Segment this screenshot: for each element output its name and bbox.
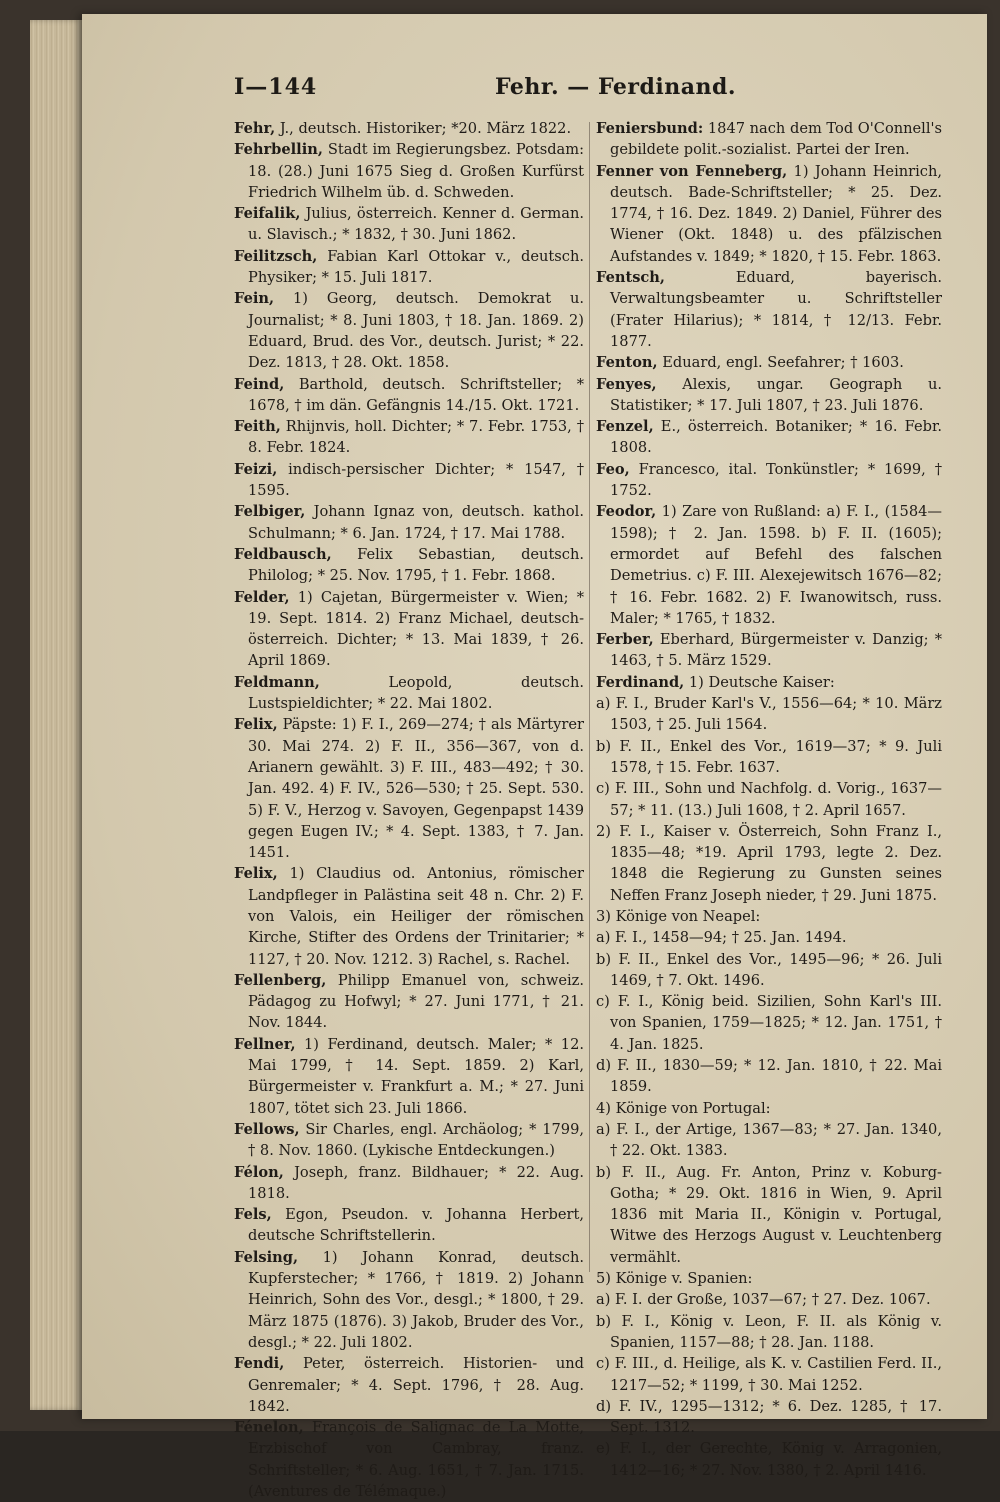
entry-headword: Feifalik,: [234, 205, 301, 223]
left-column: [234, 118, 584, 1502]
running-title: Fehr. — Ferdinand.: [495, 74, 736, 100]
dictionary-entry: [234, 1204, 584, 1247]
entry-text: 1) Cajetan, Bürgermeister v. Wien; * 19. Sept. 1814. 2) Franz Michael, deutsch-österreich. Dichter; * 13. Mai 1839, † 26. April 1869.: [248, 588, 585, 670]
entry-text: b) F. I., König v. Leon, F. II. als König v. Spanien, 1157—88; † 28. Jan. 1188.: [596, 1312, 942, 1351]
dictionary-entry: [234, 416, 584, 459]
dictionary-entry: [596, 991, 942, 1055]
dictionary-entry: [234, 501, 584, 544]
dictionary-entry: [234, 1247, 584, 1353]
entry-text: Rhijnvis, holl. Dichter; * 7. Febr. 1753, † 8. Febr. 1824.: [248, 418, 584, 457]
entry-text: Francesco, ital. Tonkünstler; * 1699, † 1752.: [610, 460, 942, 500]
entry-text: 1) Claudius od. Antonius, römischer Landpfleger in Palästina seit 48 n. Chr. 2) F. von Valois, ein Heiliger der römischen Kirche, Stifter des Ordens der Trinitarier; * 1127, † 20. Nov. 1212. 3) Rachel, s. Rachel.: [248, 865, 584, 968]
page-number: I—144: [234, 74, 318, 100]
entry-text: Eduard, bayerisch. Verwaltungsbeamter u. Schriftsteller (Frater Hilarius); * 1814, † 12/13. Febr. 1877.: [610, 269, 942, 350]
entry-text: a) F. I., der Artige, 1367—83; * 27. Jan. 1340, † 22. Okt. 1383.: [596, 1120, 942, 1160]
entry-text: 1) Deutsche Kaiser:: [688, 673, 835, 691]
dictionary-entry: [596, 1289, 942, 1310]
entry-text: d) F. II., 1830—59; * 12. Jan. 1810, † 22. Mai 1859.: [596, 1057, 942, 1096]
entry-text: Stadt im Regierungsbez. Potsdam: 18. (28.) Juni 1675 Sieg d. Großen Kurfürst Friedrich Wilhelm üb. d. Schweden.: [248, 141, 585, 201]
entry-text: d) F. IV., 1295—1312; * 6. Dez. 1285, † 17. Sept. 1312.: [596, 1397, 942, 1437]
entry-text: Eduard, engl. Seefahrer; † 1603.: [662, 354, 904, 372]
dictionary-entry: [234, 374, 584, 417]
dictionary-entry: [234, 1034, 584, 1119]
dictionary-entry: [234, 1119, 584, 1162]
dictionary-entry: [596, 821, 942, 906]
entry-headword: Felbiger,: [234, 503, 306, 521]
entry-text: Päpste: 1) F. I., 269—274; † als Märtyrer 30. Mai 274. 2) F. II., 356—367, von d. Arianern gewählt. 3) F. III., 483—492; † 30. Jan. 492. 4) F. IV., 526—530; † 25. Sept. 530. 5) F. V., Herzog v. Savoyen, Gegenpapst 1439 gegen Eugen IV.; * 4. Sept. 1383, † 7. Jan. 1451.: [248, 716, 585, 862]
dictionary-entry: [234, 544, 584, 587]
entry-text: b) F. II., Enkel des Vor., 1619—37; * 9. Juli 1578, † 15. Febr. 1637.: [596, 737, 942, 776]
dictionary-entry: [596, 693, 942, 736]
entry-text: a) F. I., 1458—94; † 25. Jan. 1494.: [596, 929, 847, 947]
entry-text: 1) Johann Konrad, deutsch. Kupferstecher; * 1766, † 1819. 2) Johann Heinrich, Sohn des Vor., desgl.; * 1800, † 29. März 1875 (1876). 3) Jakob, Bruder des Vor., desgl.; * 22. Juli 1802.: [248, 1248, 585, 1351]
dictionary-entry: [596, 118, 942, 161]
entry-text: Peter, österreich. Historien- und Genremaler; * 4. Sept. 1796, † 28. Aug. 1842.: [248, 1355, 584, 1415]
dictionary-entry: [596, 949, 942, 992]
entry-text: c) F. I., König beid. Sizilien, Sohn Karl's III. von Spanien, 1759—1825; * 12. Jan. 1751, † 4. Jan. 1825.: [596, 993, 942, 1053]
dictionary-entry: [596, 906, 942, 927]
right-column: [596, 118, 942, 1481]
entry-headword: Feldbausch,: [234, 545, 332, 563]
entry-headword: Fenner von Fenneberg,: [596, 162, 788, 180]
entry-headword: Fehrbellin,: [234, 141, 323, 159]
entry-headword: Fendi,: [234, 1355, 285, 1373]
dictionary-entry: [596, 416, 942, 459]
entry-headword: Ferdinand,: [596, 673, 685, 691]
entry-text: e) F. I., der Gerechte, König v. Arragonien, 1412—16; * 27. Nov. 1380, † 2. April 1416.: [596, 1440, 942, 1479]
entry-text: a) F. I. der Große, 1037—67; † 27. Dez. 1067.: [596, 1291, 931, 1309]
entry-headword: Feodor,: [596, 503, 657, 521]
entry-headword: Fellows,: [234, 1120, 300, 1138]
dictionary-entry: [234, 714, 584, 863]
dictionary-entry: [234, 1162, 584, 1205]
entry-text: 1) Ferdinand, deutsch. Maler; * 12. Mai 1799, † 14. Sept. 1859. 2) Karl, Bürgermeister v. Frankfurt a. M.; * 27. Juni 1807, tötet sich 23. Juli 1866.: [248, 1035, 584, 1117]
dictionary-entry: [596, 1098, 942, 1119]
dictionary-entry: [234, 970, 584, 1034]
dictionary-entry: [596, 374, 942, 417]
entry-headword: Fentsch,: [596, 269, 665, 287]
entry-headword: Feo,: [596, 460, 630, 478]
entry-text: Egon, Pseudon. v. Johanna Herbert, deutsche Schriftstellerin.: [248, 1206, 584, 1245]
entry-headword: Félon,: [234, 1163, 284, 1181]
entry-headword: Felsing,: [234, 1248, 299, 1266]
entry-text: indisch-persischer Dichter; * 1547, † 1595.: [248, 460, 584, 500]
entry-headword: Feith,: [234, 418, 281, 436]
entry-headword: Fénelon,: [234, 1419, 304, 1437]
entry-text: c) F. III., Sohn und Nachfolg. d. Vorig., 1637—57; * 11. (13.) Juli 1608, † 2. April 1657.: [596, 780, 942, 819]
entry-text: Fabian Karl Ottokar v., deutsch. Physiker; * 15. Juli 1817.: [248, 247, 584, 287]
dictionary-entry: [234, 288, 584, 373]
dictionary-entry: [234, 118, 584, 139]
entry-text: Joseph, franz. Bildhauer; * 22. Aug. 1818.: [248, 1163, 585, 1202]
entry-text: 3) Könige von Neapel:: [596, 907, 761, 925]
dictionary-entry: [596, 352, 942, 373]
entry-headword: Fenton,: [596, 354, 658, 372]
entry-text: 1) Zare von Rußland: a) F. I., (1584—1598); † 2. Jan. 1598. b) F. II. (1605); ermordet auf Befehl des falschen Demetrius. c) F. III. Alexejewitsch 1676—82; † 16. Febr. 1682. 2) F. Iwanowitsch, russ. Maler; * 1765, † 1832.: [610, 503, 943, 627]
entry-headword: Fenyes,: [596, 375, 657, 393]
dictionary-entry: [596, 927, 942, 948]
dictionary-entry: [596, 1311, 942, 1354]
dictionary-entry: [234, 587, 584, 672]
dictionary-entry: [596, 1353, 942, 1396]
entry-headword: Feilitzsch,: [234, 247, 318, 265]
entry-text: Julius, österreich. Kenner d. German. u. Slavisch.; * 1832, † 30. Juni 1862.: [248, 205, 584, 244]
entry-text: c) F. III., d. Heilige, als K. v. Castilien Ferd. II., 1217—52; * 1199, † 30. Mai 1252.: [596, 1355, 942, 1394]
entry-text: 1847 nach dem Tod O'Connell's gebildete polit.-sozialist. Partei der Iren.: [610, 120, 942, 159]
entry-headword: Ferber,: [596, 631, 654, 649]
dictionary-entry: [596, 459, 942, 502]
entry-headword: Fellenberg,: [234, 971, 327, 989]
entry-headword: Feizi,: [234, 460, 278, 478]
entry-text: Johann Ignaz von, deutsch. kathol. Schulmann; * 6. Jan. 1724, † 17. Mai 1788.: [248, 503, 584, 542]
entry-text: François de Salignac de La Motte, Erzbischof von Cambray, franz. Schriftsteller; * 6. Aug. 1651, † 7. Jan. 1715. (Aventures de Télémaque.): [248, 1419, 585, 1500]
entry-text: 4) Könige von Portugal:: [596, 1099, 771, 1117]
entry-text: Eberhard, Bürgermeister v. Danzig; * 1463, † 5. März 1529.: [610, 631, 943, 670]
entry-text: 2) F. I., Kaiser v. Österreich, Sohn Franz I., 1835—48; *19. April 1793, legte 2. Dez. 1848 die Regierung zu Gunsten seines Neffen Franz Joseph nieder, † 29. Juni 1875.: [596, 822, 942, 904]
dictionary-entry: [596, 1055, 942, 1098]
dictionary-entry: [234, 203, 584, 246]
entry-headword: Fenzel,: [596, 418, 654, 436]
entry-headword: Fellner,: [234, 1035, 296, 1053]
dictionary-entry: [596, 778, 942, 821]
dictionary-entry: [596, 1268, 942, 1289]
dictionary-entry: [234, 1417, 584, 1502]
dictionary-entry: [234, 1353, 584, 1417]
dictionary-entry: [596, 161, 942, 267]
entry-text: Leopold, deutsch. Lustspieldichter; * 22. Mai 1802.: [248, 673, 584, 713]
entry-headword: Fels,: [234, 1206, 272, 1224]
entry-headword: Felix,: [234, 716, 278, 734]
dictionary-entry: [596, 1438, 942, 1481]
entry-headword: Feniersbund:: [596, 120, 704, 137]
entry-text: 5) Könige v. Spanien:: [596, 1270, 753, 1288]
entry-headword: Felder,: [234, 588, 290, 606]
entry-headword: Fehr,: [234, 120, 276, 137]
dictionary-entry: [596, 1119, 942, 1162]
column-divider: [589, 122, 590, 1272]
entry-headword: Feldmann,: [234, 673, 320, 691]
dictionary-entry: [234, 139, 584, 203]
entry-text: Alexis, ungar. Geograph u. Statistiker; * 17. Juli 1807, † 23. Juli 1876.: [610, 375, 942, 414]
entry-headword: Feind,: [234, 375, 285, 393]
page-header: [0, 68, 1000, 108]
dictionary-entry: [596, 629, 942, 672]
dictionary-entry: [234, 863, 584, 969]
entry-text: Felix Sebastian, deutsch. Philolog; * 25. Nov. 1795, † 1. Febr. 1868.: [248, 545, 585, 585]
entry-text: b) F. II., Enkel des Vor., 1495—96; * 26. Juli 1469, † 7. Okt. 1496.: [596, 950, 942, 989]
dictionary-entry: [234, 246, 584, 289]
dictionary-entry: [596, 1396, 942, 1439]
entry-text: Philipp Emanuel von, schweiz. Pädagog zu Hofwyl; * 27. Juni 1771, † 21. Nov. 1844.: [248, 971, 584, 1032]
entry-text: Barthold, deutsch. Schriftsteller; * 1678, † im dän. Gefängnis 14./15. Okt. 1721.: [248, 375, 585, 414]
entry-text: a) F. I., Bruder Karl's V., 1556—64; * 10. März 1503, † 25. Juli 1564.: [596, 695, 942, 734]
entry-text: 1) Johann Heinrich, deutsch. Bade-Schriftsteller; * 25. Dez. 1774, † 16. Dez. 1849. 2) Daniel, Führer des Wiener (Okt. 1848) u. des pfälzischen Aufstandes v. 1849; * 1820, † 15. Febr. 1863.: [610, 162, 942, 265]
entry-headword: Felix,: [234, 865, 278, 883]
page-stack-edge: [30, 20, 82, 1410]
dictionary-entry: [596, 672, 942, 693]
entry-text: Sir Charles, engl. Archäolog; * 1799, † 8. Nov. 1860. (Lykische Entdeckungen.): [248, 1120, 585, 1160]
dictionary-entry: [234, 459, 584, 502]
dictionary-entry: [596, 1162, 942, 1268]
entry-text: 1) Georg, deutsch. Demokrat u. Journalist; * 8. Juni 1803, † 18. Jan. 1869. 2) Eduard, Brud. des Vor., deutsch. Jurist; * 22. Dez. 1813, † 28. Okt. 1858.: [248, 290, 585, 372]
dictionary-entry: [596, 736, 942, 779]
dictionary-entry: [234, 672, 584, 715]
entry-headword: Fein,: [234, 290, 275, 308]
entry-text: E., österreich. Botaniker; * 16. Febr. 1808.: [610, 418, 942, 457]
entry-text: b) F. II., Aug. Fr. Anton, Prinz v. Koburg-Gotha; * 29. Okt. 1816 in Wien, 9. April 1836 mit Maria II., Königin v. Portugal, Witwe des Herzogs August v. Leuchtenberg vermählt.: [596, 1163, 942, 1266]
entry-text: J., deutsch. Historiker; *20. März 1822.: [279, 120, 572, 137]
dictionary-entry: [596, 267, 942, 352]
dictionary-entry: [596, 501, 942, 629]
